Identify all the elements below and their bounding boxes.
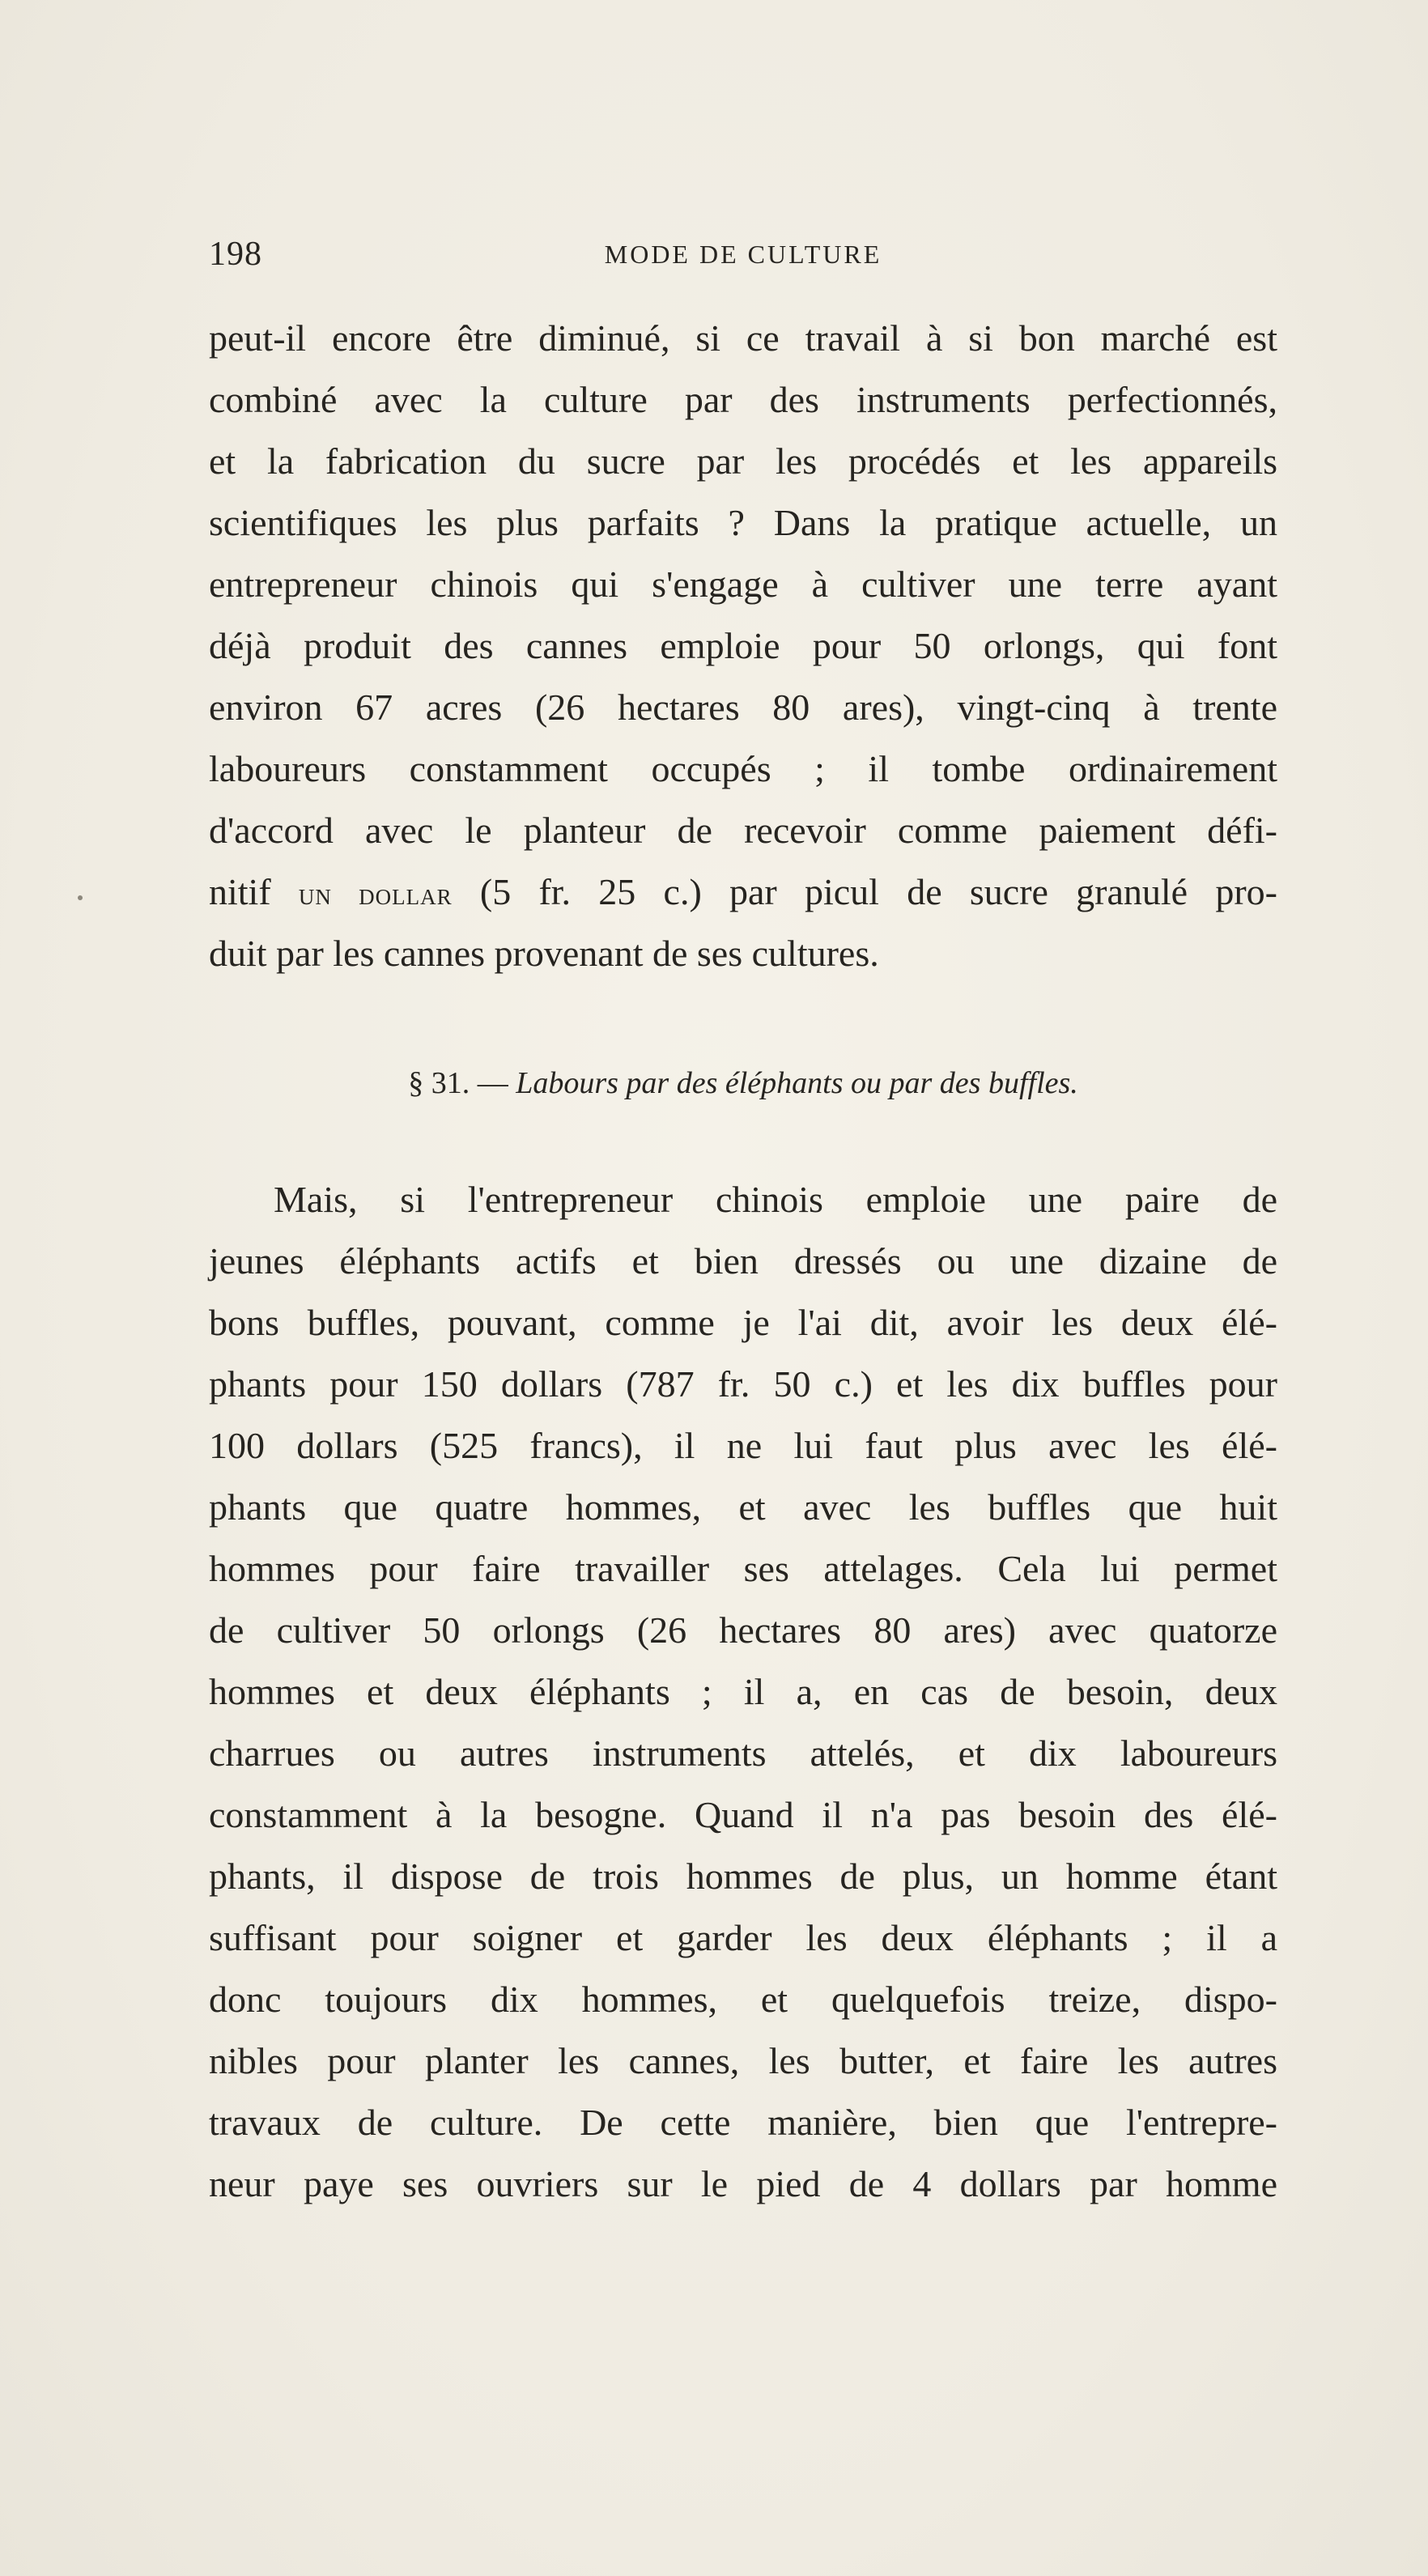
page-header xyxy=(209,235,1277,283)
text-run: (5 fr. 25 c.) par picul de sucre granulé pro- xyxy=(452,871,1277,912)
text-line: duit par les cannes provenant de ses cultures. xyxy=(209,933,879,974)
text-line: phants, il dispose de trois hommes de plus, un homme étant xyxy=(209,1855,1277,1897)
section-heading xyxy=(209,1065,1277,1101)
text-line: peut-il encore être diminué, si ce travail à si bon marché est xyxy=(209,317,1277,359)
text-line: bons buffles, pouvant, comme je l'ai dit, avoir les deux élé- xyxy=(209,1302,1277,1343)
text-line: déjà produit des cannes emploie pour 50 orlongs, qui font xyxy=(209,625,1277,666)
text-line-with-smallcaps xyxy=(209,868,1277,919)
text-line: entrepreneur chinois qui s'engage à cultiver une terre ayant xyxy=(209,563,1277,605)
text-line: de cultiver 50 orlongs (26 hectares 80 ares) avec quatorze xyxy=(209,1609,1277,1651)
text-line: phants que quatre hommes, et avec les buffles que huit xyxy=(209,1486,1277,1528)
page-number: 198 xyxy=(209,236,262,273)
text-line: suffisant pour soigner et garder les deux éléphants ; il a xyxy=(209,1917,1277,1958)
text-line: hommes et deux éléphants ; il a, en cas de besoin, deux xyxy=(209,1671,1277,1712)
text-line: d'accord avec le planteur de recevoir comme paiement défi- xyxy=(209,810,1277,851)
text-run: nitif xyxy=(209,871,299,912)
section-title: Labours par des éléphants ou par des buffles. xyxy=(516,1066,1078,1100)
text-line: Mais, si l'entrepreneur chinois emploie une paire de xyxy=(274,1179,1277,1220)
text-line: travaux de culture. De cette manière, bien que l'entrepre- xyxy=(209,2102,1277,2143)
text-line: hommes pour faire travailler ses attelages. Cela lui permet xyxy=(209,1548,1277,1589)
text-line: phants pour 150 dollars (787 fr. 50 c.) et les dix buffles pour xyxy=(209,1363,1277,1405)
text-line: combiné avec la culture par des instruments perfectionnés, xyxy=(209,379,1277,420)
text-line: donc toujours dix hommes, et quelquefois treize, dispo- xyxy=(209,1979,1277,2020)
text-line: et la fabrication du sucre par les procédés et les appareils xyxy=(209,440,1277,482)
text-line: constamment à la besogne. Quand il n'a pas besoin des élé- xyxy=(209,1794,1277,1835)
text-line: nibles pour planter les cannes, les butter, et faire les autres xyxy=(209,2040,1277,2081)
text-line: neur paye ses ouvriers sur le pied de 4 dollars par homme xyxy=(209,2163,1277,2204)
section-number: § 31. — xyxy=(408,1066,516,1100)
paper-speck xyxy=(78,895,83,900)
running-title: MODE DE CULTURE xyxy=(604,240,882,269)
text-line: 100 dollars (525 francs), il ne lui faut plus avec les élé- xyxy=(209,1425,1277,1466)
text-line: charrues ou autres instruments attelés, et dix laboureurs xyxy=(209,1732,1277,1774)
smallcaps-run: un dollar xyxy=(298,878,453,912)
text-line: jeunes éléphants actifs et bien dressés ou une dizaine de xyxy=(209,1240,1277,1282)
text-line: environ 67 acres (26 hectares 80 ares), vingt-cinq à trente xyxy=(209,687,1277,728)
text-line: laboureurs constamment occupés ; il tombe ordinairement xyxy=(209,748,1277,789)
text-line: scientifiques les plus parfaits ? Dans la pratique actuelle, un xyxy=(209,502,1277,543)
